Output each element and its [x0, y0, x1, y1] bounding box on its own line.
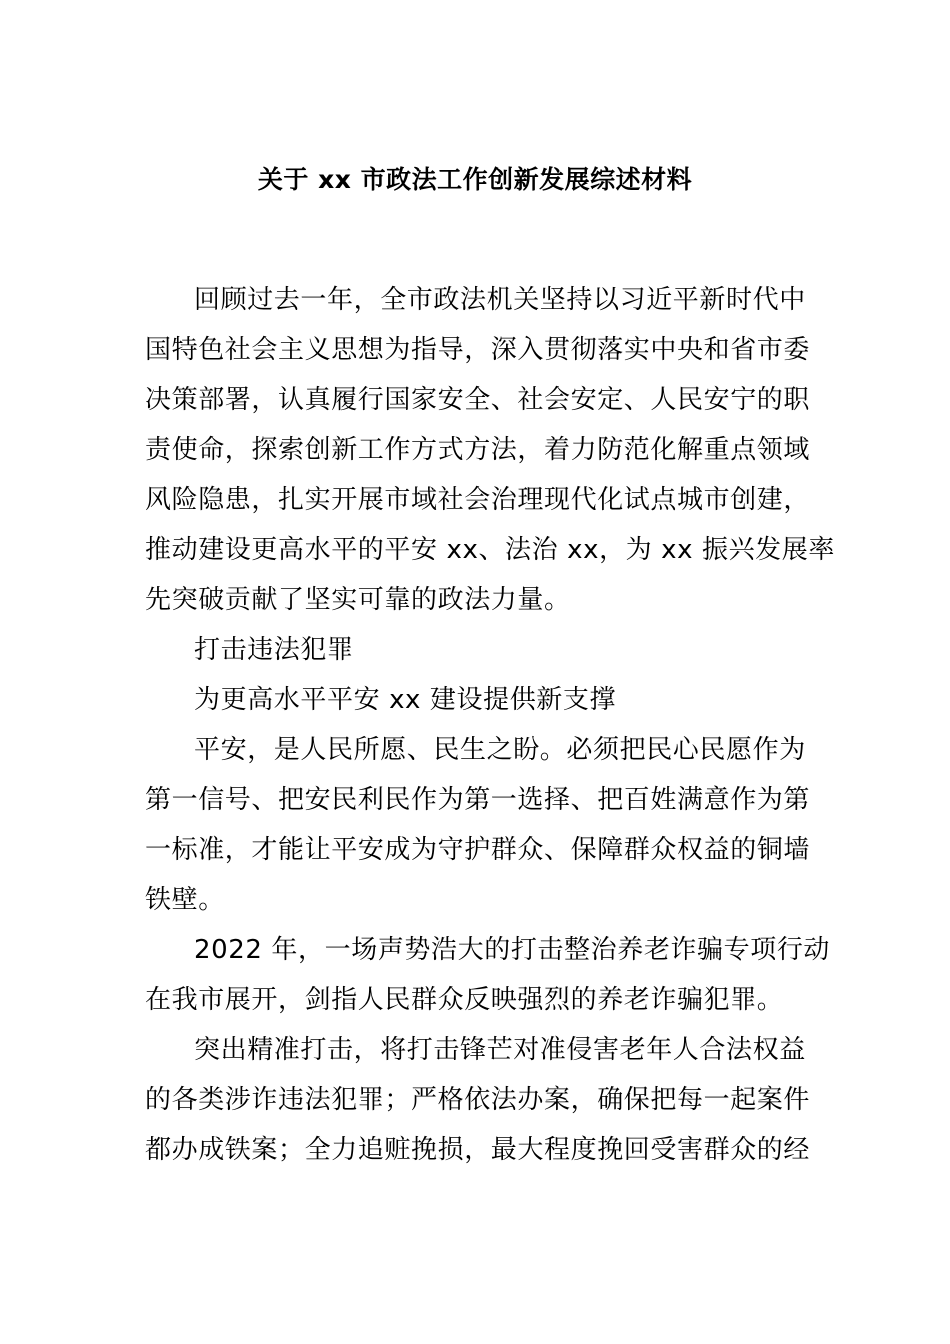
document-title: 关于 xx 市政法工作创新发展综述材料 — [257, 165, 693, 194]
section-heading: 打击违法犯罪 — [194, 635, 354, 665]
paragraph-1-line-3: 决策部署，认真履行国家安全、社会安定、人民安宁的职 — [145, 385, 811, 415]
paragraph-2-line-3: 一标准，才能让平安成为守护群众、保障群众权益的铜墙 — [145, 835, 811, 865]
paragraph-1-line-6: 推动建设更高水平的平安 xx、法治 xx，为 xx 振兴发展率 — [145, 535, 835, 565]
paragraph-3-line-1: 2022 年，一场声势浩大的打击整治养老诈骗专项行动 — [194, 935, 831, 965]
paragraph-1-line-2: 国特色社会主义思想为指导，深入贯彻落实中央和省市委 — [145, 335, 811, 365]
paragraph-2-line-4: 铁壁。 — [145, 885, 225, 915]
paragraph-4-line-3: 都办成铁案；全力追赃挽损，最大程度挽回受害群众的经 — [145, 1135, 811, 1165]
paragraph-4-line-1: 突出精准打击，将打击锋芒对准侵害老年人合法权益 — [194, 1035, 806, 1065]
paragraph-1-line-4: 责使命，探索创新工作方式方法，着力防范化解重点领域 — [145, 435, 811, 465]
paragraph-4-line-2: 的各类涉诈违法犯罪；严格依法办案，确保把每一起案件 — [145, 1085, 811, 1115]
paragraph-2-line-1: 平安，是人民所愿、民生之盼。必须把民心民愿作为 — [194, 735, 806, 765]
paragraph-1-line-1: 回顾过去一年，全市政法机关坚持以习近平新时代中 — [194, 285, 806, 315]
paragraph-1-line-7: 先突破贡献了坚实可靠的政法力量。 — [145, 585, 571, 615]
section-subheading: 为更高水平平安 xx 建设提供新支撑 — [194, 685, 617, 715]
paragraph-3-line-2: 在我市展开，剑指人民群众反映强烈的养老诈骗犯罪。 — [145, 985, 784, 1015]
paragraph-1-line-5: 风险隐患，扎实开展市域社会治理现代化试点城市创建， — [145, 485, 811, 515]
paragraph-2-line-2: 第一信号、把安民利民作为第一选择、把百姓满意作为第 — [145, 785, 811, 815]
